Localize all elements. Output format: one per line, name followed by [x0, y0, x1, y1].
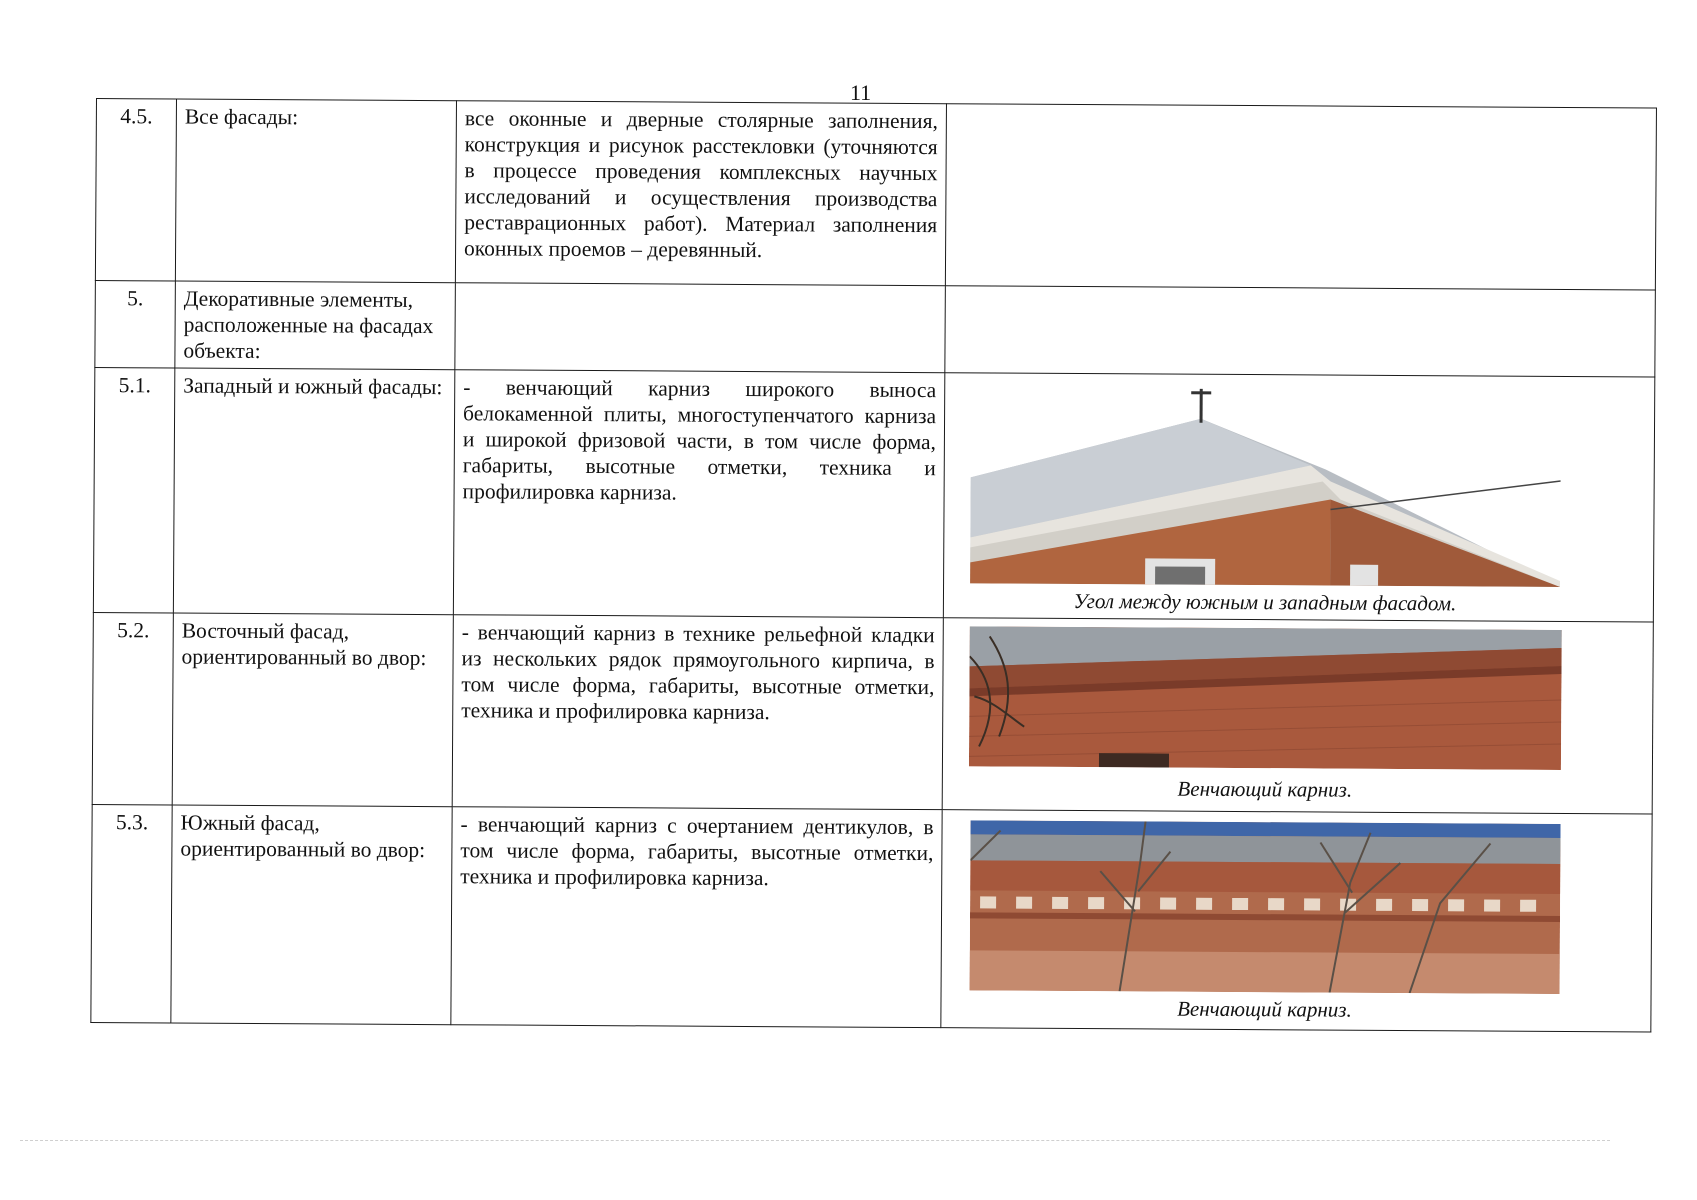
photo-caption: Венчающий карниз.: [1177, 776, 1353, 802]
photo-caption: Угол между южным и западным фасадом.: [1073, 588, 1457, 616]
table-row: [93, 367, 1654, 622]
row-description: [455, 283, 946, 373]
row-element: Западный и южный фасады:: [173, 368, 454, 615]
row-number: 5.1.: [93, 367, 174, 612]
row-description: - венчающий карниз в технике рельефной кладки из нескольких рядок прямоугольного кирпича, в том числе форма, габариты, высотные отметки, техника и профилировка карниза.: [452, 615, 943, 810]
protected-elements-table: [90, 98, 1657, 1033]
row-number: 4.5.: [95, 99, 176, 281]
table-row: [92, 612, 1653, 814]
row-photo-cell: [941, 810, 1652, 1032]
document-table-sheet: [90, 98, 1656, 1074]
building-corner-cornice-photo-icon: [970, 387, 1561, 587]
page-number: 11: [850, 80, 872, 105]
scan-footer-line: [20, 1140, 1610, 1142]
table-row: [91, 804, 1652, 1032]
dentil-cornice-photo-icon: [970, 820, 1561, 994]
brick-cornice-photo-icon: [969, 626, 1562, 770]
photo-caption: Венчающий карниз.: [1177, 996, 1352, 1022]
row-description: все оконные и дверные столярные заполнения, конструкция и рисунок расстекловки (уточняются в процессе проведения комплексных научных исследований и осуществления производства реставрационных работ). Материал заполнения оконных проемов – деревянный.: [455, 101, 946, 286]
row-element: Все фасады:: [175, 99, 456, 283]
row-number: 5.3.: [91, 804, 172, 1022]
row-photo-cell: [943, 373, 1654, 622]
row-number: 5.: [95, 280, 176, 367]
row-element: Декоративные элементы, расположенные на фасадах объекта:: [175, 281, 456, 370]
row-element: Южный фасад, ориентированный во двор:: [171, 805, 452, 1025]
row-description: - венчающий карниз с очертанием дентикулов, в том числе форма, габариты, высотные отметки, техника и профилировка карниза.: [451, 807, 942, 1028]
row-photo-cell: [945, 104, 1656, 290]
row-photo-cell: [945, 286, 1656, 377]
table-row: [95, 99, 1656, 291]
row-photo-cell: [942, 618, 1653, 814]
row-number: 5.2.: [92, 612, 173, 804]
table-row: [95, 280, 1656, 377]
row-element: Восточный фасад, ориентированный во двор:: [172, 613, 453, 807]
row-description: - венчающий карниз широкого выноса белокаменной плиты, многоступенчатого карниза и широкой фризовой части, в том числе форма, габариты, высотные отметки, техника и профилировка карниза.: [453, 370, 944, 618]
